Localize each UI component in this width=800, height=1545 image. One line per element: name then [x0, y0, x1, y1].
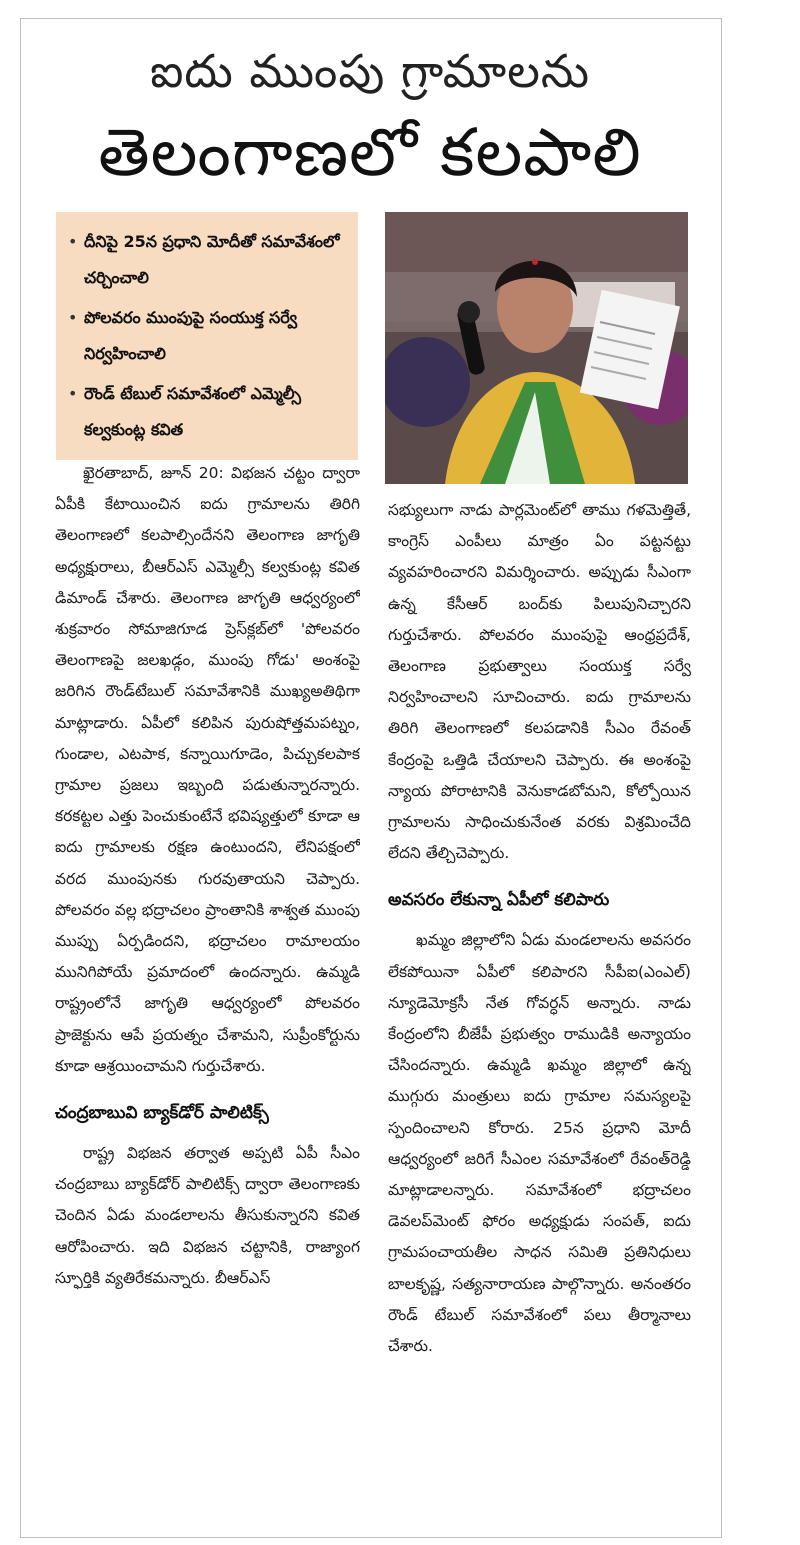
highlight-item [68, 224, 348, 296]
highlight-item [68, 376, 348, 448]
speaker-with-microphone-photo [385, 212, 688, 484]
article-right-column [388, 495, 691, 1530]
article-left-column [55, 458, 360, 1528]
highlight-text: పోలవరం ముంపుపై సంయుక్త సర్వే నిర్వహించాలి [84, 308, 298, 363]
bullet-icon: • [68, 232, 78, 251]
bullet-icon: • [68, 308, 78, 327]
article-paragraph: రాష్ట్ర విభజన తర్వాత అప్పటి ఏపీ సీఎం చంద్రబాబు బ్యాక్‌డోర్ పాలిటిక్స్ ద్వారా తెలంగాణకు చెందిన ఏడు మండలాలను తీసుకున్నారని కవిత ఆరోపించారు. ఇది విభజన చట్టానికి, రాజ్యాంగ స్ఫూర్తికి వ్యతిరేకమన్నారు. బీఆర్ఎస్ [55, 1144, 360, 1287]
highlight-text: రౌండ్ టేబుల్ సమావేశంలో ఎమ్మెల్సీ కల్వకుంట్ల కవిత [84, 384, 301, 439]
speaker-photo [385, 212, 688, 484]
article-paragraph: సభ్యులుగా నాడు పార్లమెంట్‌లో తాము గళమెత్తితే, కాంగ్రెస్ ఎంపీలు మాత్రం ఏం పట్టనట్టు వ్యవహరించారని విమర్శించారు. అప్పుడు సీఎంగా ఉన్న కేసీఆర్ బంద్‌కు పిలుపునిచ్చారని గుర్తుచేశారు. పోలవరం ముంపుపై ఆంధ్రప్రదేశ్, తెలంగాణ ప్రభుత్వాలు సంయుక్త సర్వే నిర్వహించాలని సూచించారు. ఐదు గ్రామాలను తిరిగి తెలంగాణలో కలపడానికి సీఎం రేవంత్ కేంద్రంపై ఒత్తిడి చేయాలని చెప్పారు. ఈ అంశంపై న్యాయ పోరాటానికి వెనుకాడబోమని, కోల్పోయిన గ్రామాలను సాధించుకునేంత వరకు విశ్రమించేది లేదని తేల్చిచెప్పారు. [388, 501, 691, 863]
article-paragraph: ఖైరతాబాద్, జూన్ 20: విభజన చట్టం ద్వారా ఏపీకి కేటాయించిన ఐదు గ్రామాలను తిరిగి తెలంగాణలో కలపాల్సిందేనని తెలంగాణ జాగృతి అధ్యక్షురాలు, బీఆర్ఎస్ ఎమ్మెల్సీ కల్వకుంట్ల కవిత డిమాండ్ చేశారు. తెలంగాణ జాగృతి ఆధ్వర్యంలో శుక్రవారం సోమాజిగూడ ప్రెస్‌క్లబ్‌లో 'పోలవరం తెలంగాణపై జలఖడ్గం, ముంపు గోడు' అంశంపై జరిగిన రౌండ్‌టేబుల్ సమావేశానికి ముఖ్యఅతిథిగా మాట్లాడారు. ఏపీలో కలిపిన పురుషోత్తమపట్నం, గుండాల, ఎటపాక, కన్నాయిగూడెం, పిచ్చుకలపాక గ్రామాల ప్రజలు ఇబ్బంది పడుతున్నారన్నారు. కరకట్టల ఎత్తు పెంచుకుంటేనే భవిష్యత్తులో కూడా ఆ ఐదు గ్రామాలకు రక్షణ ఉంటుందని, లేనిపక్షంలో వరద ముంపునకు గురవుతాయని చెప్పారు. పోలవరం వల్ల భద్రాచలం ప్రాంతానికి శాశ్వత ముంపు ముప్పు ఏర్పడిందని, భద్రాచలం రామాలయం మునిగిపోయే ప్రమాదంలో ఉందన్నారు. ఉమ్మడి రాష్ట్రంలోనే జాగృతి ఆధ్వర్యంలో పోలవరం ప్రాజెక్టును ఆపే ప్రయత్నం చేశామని, సుప్రీంకోర్టును కూడా ఆశ్రయించామని గుర్తుచేశారు. [55, 464, 360, 1075]
headline-line-1: ఐదు ముంపు గ్రామాలను [149, 44, 591, 98]
highlight-text: దీనిపై 25న ప్రధాని మోదీతో సమావేశంలో చర్చించాలి [84, 232, 340, 287]
article-subheading: చంద్రబాబువి బ్యాక్‌డోర్ పాలిటిక్స్ [55, 1103, 269, 1124]
article-paragraph: ఖమ్మం జిల్లాలోని ఏడు మండలాలను అవసరం లేకపోయినా ఏపీలో కలిపారని సీపీఐ(ఎంఎల్) న్యూడెమోక్రసీ నేత గోవర్ధన్ అన్నారు. నాడు కేంద్రంలోని బీజేపీ ప్రభుత్వం రాముడికి అన్యాయం చేసిందన్నారు. ఉమ్మడి ఖమ్మం జిల్లాలో ఉన్న ముగ్గురు మంత్రులు ఐదు గ్రామాల సమస్యలపై స్పందించాలని కోరారు. 25న ప్రధాని మోదీ ఆధ్వర్యంలో జరిగే సీఎంల సమావేశంలో రేవంత్‌రెడ్డి మాట్లాడాలన్నారు. సమావేశంలో భద్రాచలం డెవలప్‌మెంట్ ఫోరం అధ్యక్షుడు సంపత్, ఐదు గ్రామపంచాయతీల సాధన సమితి ప్రతినిధులు బాలకృష్ణ, సత్యనారాయణ పాల్గొన్నారు. అనంతరం రౌండ్ టేబుల్ సమావేశంలో పలు తీర్మానాలు చేశారు. [388, 931, 691, 1356]
highlights-box [56, 212, 358, 460]
article-subheading: అవసరం లేకున్నా ఏపీలో కలిపారు [388, 890, 610, 911]
highlight-item [68, 300, 348, 372]
bullet-icon: • [68, 384, 78, 403]
headline-line-2: తెలంగాణలో కలపాలి [98, 114, 642, 191]
